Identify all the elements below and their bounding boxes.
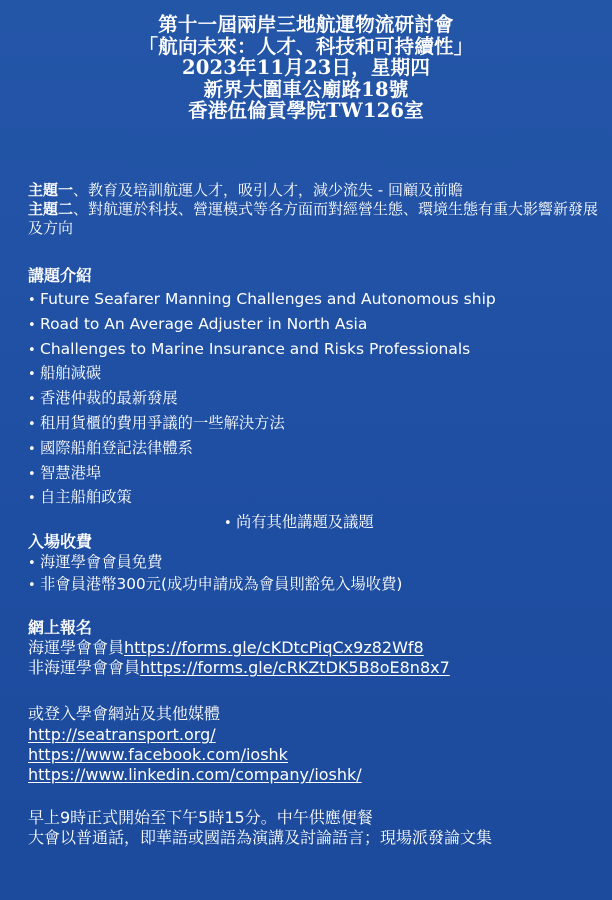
bullet-icon: • xyxy=(28,342,36,358)
talk-item: • 國際船舶登記法律體系 xyxy=(28,437,600,462)
bullet-icon: • xyxy=(28,466,36,482)
talk-item: • Road to An Average Adjuster in North Asia xyxy=(28,313,600,338)
member-label: 海運學會會員 xyxy=(28,638,125,657)
bullet-icon: • xyxy=(28,441,36,457)
talks-title: 講題介紹 xyxy=(28,266,93,285)
linkedin-link[interactable]: https://www.linkedin.com/company/ioshk/ xyxy=(28,765,362,784)
facebook-link[interactable]: https://www.facebook.com/ioshk xyxy=(28,745,288,764)
schedule-note: 早上9時正式開始至下午5時15分。中午供應便餐 xyxy=(28,808,373,827)
talk-item: • 租用貨櫃的費用爭議的一些解決方法 xyxy=(28,412,600,437)
bullet-icon: • xyxy=(28,491,36,507)
topic-2 xyxy=(28,200,600,238)
event-theme: 「航向未來：人才、科技和可持續性」 xyxy=(138,34,474,58)
fees-section xyxy=(28,532,600,596)
bullet-icon: • xyxy=(28,578,36,593)
topic-2-text: 、對航運於科技、營運模式等各方面而對經營生態、環境生態有重大影響新發展及方向 xyxy=(28,200,599,237)
talk-item: • 香港仲裁的最新發展 xyxy=(28,387,600,412)
talk-item: • 自主船舶政策 xyxy=(28,486,600,511)
bullet-icon: • xyxy=(28,556,36,571)
nonmember-registration-link[interactable]: https://forms.gle/cRKZtDK5B8oE8n8x7 xyxy=(140,658,450,677)
topic-1-label: 主題一 xyxy=(28,181,74,199)
topic-1 xyxy=(28,181,600,200)
fee-item: • 海運學會會員免費 xyxy=(28,552,600,574)
registration-section xyxy=(28,618,600,678)
poster-header xyxy=(0,14,612,122)
bullet-icon: • xyxy=(28,293,36,308)
footer-section xyxy=(28,808,600,848)
event-venue: 香港伍倫貢學院TW126室 xyxy=(188,99,424,122)
event-title: 第十一屆兩岸三地航運物流研討會 xyxy=(158,13,454,36)
topic-2-label: 主題二 xyxy=(28,200,74,218)
talk-item: • Future Seafarer Manning Challenges and Autonomous ship xyxy=(28,288,600,313)
media-intro: 或登入學會網站及其他媒體 xyxy=(28,704,221,723)
website-link[interactable]: http://seatransport.org/ xyxy=(28,725,216,744)
topic-1-text: 、教育及培訓航運人才，吸引人才，減少流失 - 回顧及前瞻 xyxy=(73,181,463,199)
member-registration-link[interactable]: https://forms.gle/cKDtcPiqCx9z82Wf8 xyxy=(124,638,424,657)
nonmember-label: 非海運學會會員 xyxy=(28,658,141,677)
registration-title: 網上報名 xyxy=(28,618,93,637)
bullet-icon: • xyxy=(28,416,36,432)
media-section xyxy=(28,704,600,785)
fee-item: • 非會員港幣300元(成功申請成為會員則豁免入場收費) xyxy=(28,574,600,596)
bullet-icon: • xyxy=(28,317,36,333)
talks-more: • 尚有其他講題及議題 xyxy=(28,511,600,536)
talk-item: • 船舶減碳 xyxy=(28,362,600,387)
event-date: 2023年11月23日，星期四 xyxy=(181,56,431,79)
bullet-icon: • xyxy=(224,516,232,532)
bullet-icon: • xyxy=(28,367,36,383)
bullet-icon: • xyxy=(28,392,36,408)
nonmember-registration xyxy=(28,658,600,678)
talk-item: • 智慧港埠 xyxy=(28,462,600,487)
topics-section xyxy=(28,181,600,238)
talk-item: • Challenges to Marine Insurance and Risks Professionals xyxy=(28,338,600,363)
talks-section xyxy=(28,266,600,536)
fees-title: 入場收費 xyxy=(28,532,93,551)
language-note: 大會以普通話，即華語或國語為演講及討論語言；現場派發論文集 xyxy=(28,828,493,847)
event-address: 新界大圍車公廟路18號 xyxy=(203,77,409,101)
member-registration xyxy=(28,638,600,658)
